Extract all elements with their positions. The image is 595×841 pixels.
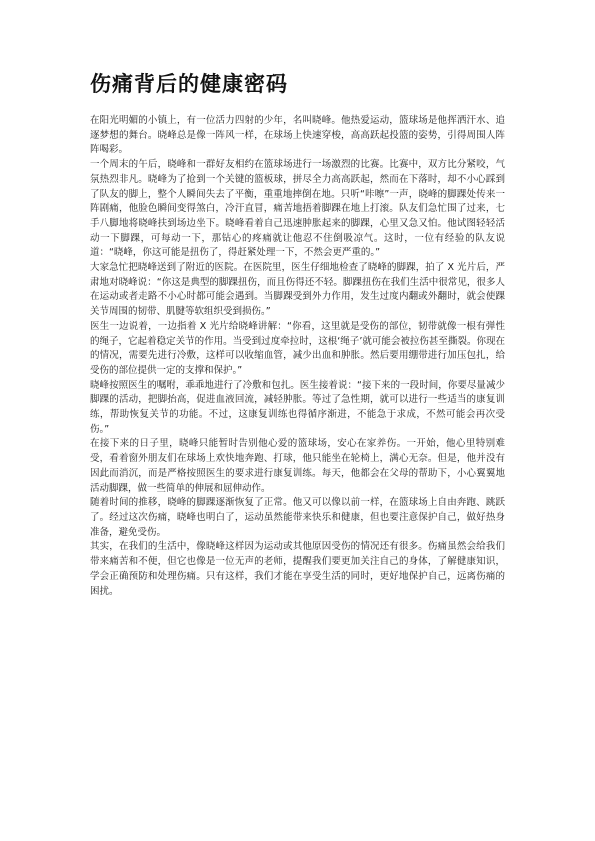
paragraph-8: 其实，在我们的生活中，像晓峰这样因为运动或其他原因受伤的情况还有很多。伤痛虽然会给我们带来痛苦和不便，但它也像是一位无声的老师，提醒我们要更加关注自己的身体，了解健康知识，学会正确预防和处理伤痛。只有这样，我们才能在享受生活的同时，更好地保护自己，远离伤痛的困扰。: [90, 541, 505, 597]
paragraph-1: 在阳光明媚的小镇上，有一位活力四射的少年，名叫晓峰。他热爱运动，篮球场是他挥洒汗水、追逐梦想的舞台。晓峰总是像一阵风一样，在球场上快速穿梭，高高跃起投篮的姿势，引得周围人阵阵喝彩。: [90, 115, 505, 156]
article-body: [90, 114, 505, 599]
paragraph-2: 一个周末的午后，晓峰和一群好友相约在篮球场进行一场激烈的比赛。比赛中，双方比分紧咬，气氛热烈非凡。晓峰为了抢到一个关键的篮板球，拼尽全力高高跃起，然而在下落时，却不小心踩到了队友的脚上，整个人瞬间失去了平衡，重重地摔倒在地。只听“咔嚓”一声，晓峰的脚踝处传来一阵剧痛，他脸色瞬间变得煞白，冷汗直冒，痛苦地捂着脚踝在地上打滚。队友们急忙围了过来，七手八脚地将晓峰扶到场边坐下。晓峰看着自己迅速肿胀起来的脚踝，心里又急又怕。他试图轻轻活动一下脚踝，可每动一下，那钻心的疼痛就让他忍不住倒吸凉气。这时，一位有经验的队友说道：“晓峰，你这可能是扭伤了，得赶紧处理一下，不然会更严重的。”: [90, 159, 505, 259]
paragraph-7: 随着时间的推移，晓峰的脚踝逐渐恢复了正常。他又可以像以前一样，在篮球场上自由奔跑、跳跃了。经过这次伤痛，晓峰也明白了，运动虽然能带来快乐和健康，但也要注意保护自己，做好热身准备，避免受伤。: [90, 497, 505, 538]
paragraph-4: 医生一边说着，一边指着 X 光片给晓峰讲解：“你看，这里就是受伤的部位，韧带就像一根有弹性的绳子，它起着稳定关节的作用。当受到过度牵拉时，这根‘绳子’就可能会被拉伤甚至撕裂。你现在的情况，需要先进行冷敷，这样可以收缩血管，减少出血和肿胀。然后要用绷带进行加压包扎，给受伤的部位提供一定的支撑和保护。”: [90, 320, 505, 376]
paragraph-3: 大家急忙把晓峰送到了附近的医院。在医院里，医生仔细地检查了晓峰的脚踝，拍了 X 光片后，严肃地对晓峰说：“你这是典型的脚踝扭伤，而且伤得还不轻。脚踝扭伤在我们生活中很常见，很多人在运动或者走路不小心时都可能会遇到。当脚踝受到外力作用，发生过度内翻或外翻时，就会使踝关节周围的韧带、肌腱等软组织受到损伤。”: [90, 262, 505, 318]
paragraph-6: 在接下来的日子里，晓峰只能暂时告别他心爱的篮球场，安心在家养伤。一开始，他心里特别难受，看着窗外朋友们在球场上欢快地奔跑、打球，他只能坐在轮椅上，满心无奈。但是，他并没有因此而消沉，而是严格按照医生的要求进行康复训练。每天，他都会在父母的帮助下，小心翼翼地活动脚踝，做一些简单的伸展和屈伸动作。: [90, 438, 505, 494]
page-title: 伤痛背后的健康密码: [90, 72, 288, 96]
paragraph-5: 晓峰按照医生的嘱咐，乖乖地进行了冷敷和包扎。医生接着说：“接下来的一段时间，你要尽量减少脚踝的活动，把脚抬高，促进血液回流，减轻肿胀。等过了急性期，就可以进行一些适当的康复训练，帮助恢复关节的功能。不过，这康复训练也得循序渐进，不能急于求成，不然可能会再次受伤。”: [90, 379, 505, 435]
